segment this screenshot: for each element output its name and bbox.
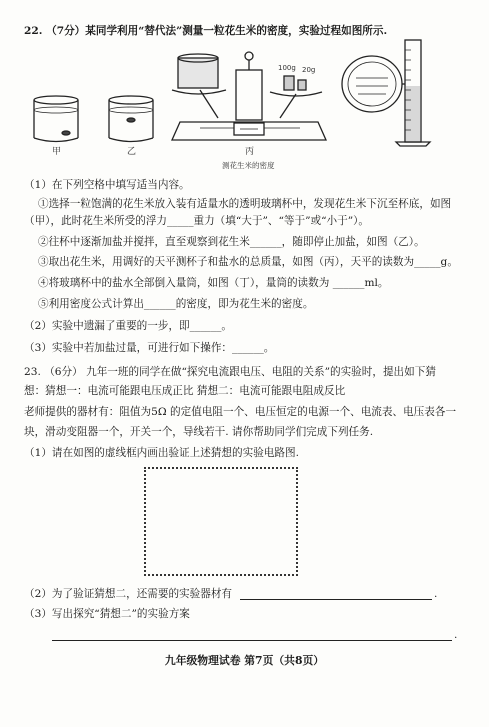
- q22-title: 22. （7分）某同学利用“替代法”测量一粒花生米的密度，实验过程如图所示.: [24, 25, 388, 37]
- q23-part2: （2）为了验证猜想二，还需要的实验器材有: [24, 588, 233, 600]
- label-bing: 丙: [245, 147, 255, 157]
- q22-step4: ④将玻璃杯中的盐水全部倒入量筒，如图（丁），量筒的读数为 ______ml。: [38, 277, 389, 289]
- q23-part2-answer-line[interactable]: [240, 599, 432, 600]
- q22-part3: （3）实验中若加盐过量，可进行如下操作：______。: [24, 342, 275, 354]
- page-footer: 九年级物理试卷 第7页（共8页）: [164, 654, 325, 667]
- q22-part2: （2）实验中遗漏了重要的一步，即______。: [24, 320, 233, 332]
- beaker-yi-image: [109, 96, 153, 142]
- q23-title-line1: 23. （6分） 九年一班的同学在做“探究电流跟电压、电阻的关系”的实验时，提出如下猜: [24, 366, 436, 378]
- beaker-jia-image: [34, 96, 78, 142]
- label-100g: 100g: [278, 64, 296, 72]
- q23-equipment-line1: 老师提供的器材有：阻值为5Ω 的定值电阻一个、电压恒定的电源一个、电流表、电压表各一: [24, 406, 457, 418]
- circuit-diagram-box[interactable]: [144, 467, 298, 576]
- label-jia: 甲: [52, 147, 62, 157]
- q23-title-line2: 想：猜想一：电流可能跟电压成正比 猜想二：电流可能跟电阻成反比: [24, 385, 346, 397]
- cylinder-image: [342, 40, 430, 146]
- label-20g: 20g: [302, 66, 316, 74]
- q23-part2-period: .: [434, 588, 438, 600]
- q23-equipment-line2: 块，滑动变阻器一个，开关一个，导线若干. 请你帮助同学们完成下列任务.: [24, 426, 374, 438]
- q23-part1: （1）请在如图的虚线框内画出验证上述猜想的实验电路图.: [24, 447, 299, 459]
- q22-step5: ⑤利用密度公式计算出______的密度，即为花生米的密度。: [38, 298, 314, 310]
- q22-step2: ②往杯中逐渐加盐并搅拌，直至观察到花生米______，随即停止加盐，如图（乙）。: [38, 236, 425, 248]
- q22-step3: ③取出花生米，用调好的天平测杯子和盐水的总质量，如图（丙），天平的读数为_____g。: [38, 256, 458, 268]
- q23-part3-answer-line[interactable]: [52, 640, 452, 641]
- q22-figure: [0, 0, 489, 175]
- q23-part3: （3）写出探究“猜想二”的实验方案: [24, 608, 190, 620]
- label-yi: 乙: [127, 147, 137, 157]
- q22-step1-line1: ①选择一粒饱满的花生米放入装有适量水的透明玻璃杯中，发现花生米下沉至杯底，如图: [38, 198, 452, 210]
- q23-part3-period: .: [454, 629, 458, 641]
- figure-caption: 测花生米的密度: [222, 161, 275, 170]
- q22-part1-intro: （1）在下列空格中填写适当内容。: [24, 179, 190, 191]
- q22-step1-line2: （甲），此时花生米所受的浮力_____重力（填“大于”、“等于”或“小于”）。: [24, 215, 370, 227]
